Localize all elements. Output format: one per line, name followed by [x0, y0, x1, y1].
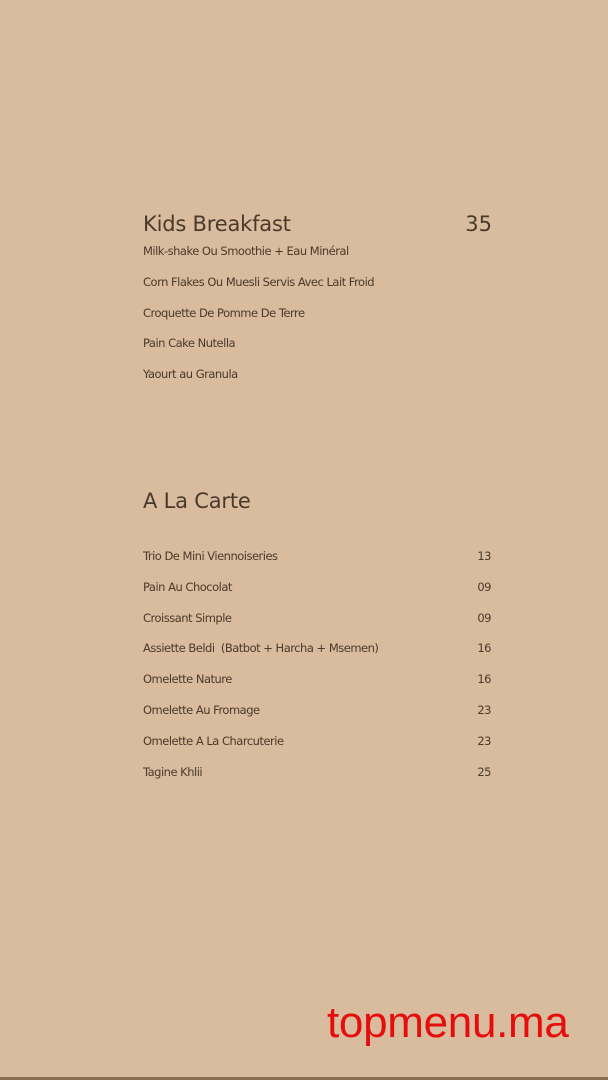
item-name: Croissant Simple — [143, 610, 232, 625]
item-price: 16 — [477, 641, 491, 656]
menu-item — [143, 701, 492, 732]
menu-item — [143, 609, 492, 640]
item-name: Tagine Khlii — [143, 764, 203, 779]
menu-item: Yaourt au Granula — [143, 367, 238, 382]
kids-breakfast-header — [143, 212, 492, 236]
item-price: 23 — [477, 733, 491, 748]
item-price: 16 — [477, 672, 491, 687]
item-name: Assiette Beldi (Batbot + Harcha + Msemen) — [143, 641, 379, 656]
item-price: 09 — [477, 579, 491, 594]
item-price: 09 — [477, 610, 491, 625]
kids-breakfast-section — [143, 212, 492, 396]
item-name: Omelette Nature — [143, 672, 232, 687]
menu-item: Milk-shake Ou Smoothie + Eau Minéral — [143, 244, 349, 258]
menu-item: Pain Cake Nutella — [143, 336, 236, 351]
section-title: Kids Breakfast — [143, 212, 291, 236]
section-price: 35 — [465, 212, 492, 236]
menu-item — [143, 578, 492, 609]
item-name: Trio De Mini Viennoiseries — [143, 549, 278, 563]
item-name: Pain Au Chocolat — [143, 579, 232, 594]
menu-item — [143, 639, 492, 670]
a-la-carte-item-list — [143, 547, 492, 793]
item-price: 23 — [477, 702, 491, 717]
menu-item — [143, 732, 492, 763]
section-title: A La Carte — [143, 489, 251, 513]
item-price: 25 — [477, 764, 491, 779]
menu-item — [143, 763, 492, 794]
menu-item — [143, 547, 492, 578]
watermark: topmenu.ma — [327, 998, 569, 1047]
item-price: 13 — [477, 549, 491, 563]
a-la-carte-header — [143, 489, 492, 513]
menu-item: Croquette De Pomme De Terre — [143, 305, 305, 320]
menu-item — [143, 670, 492, 701]
menu-item: Corn Flakes Ou Muesli Servis Avec Lait Froid — [143, 274, 375, 289]
kids-breakfast-item-list — [143, 242, 492, 396]
item-name: Omelette A La Charcuterie — [143, 733, 284, 748]
item-name: Omelette Au Fromage — [143, 702, 260, 717]
a-la-carte-section — [143, 489, 492, 793]
